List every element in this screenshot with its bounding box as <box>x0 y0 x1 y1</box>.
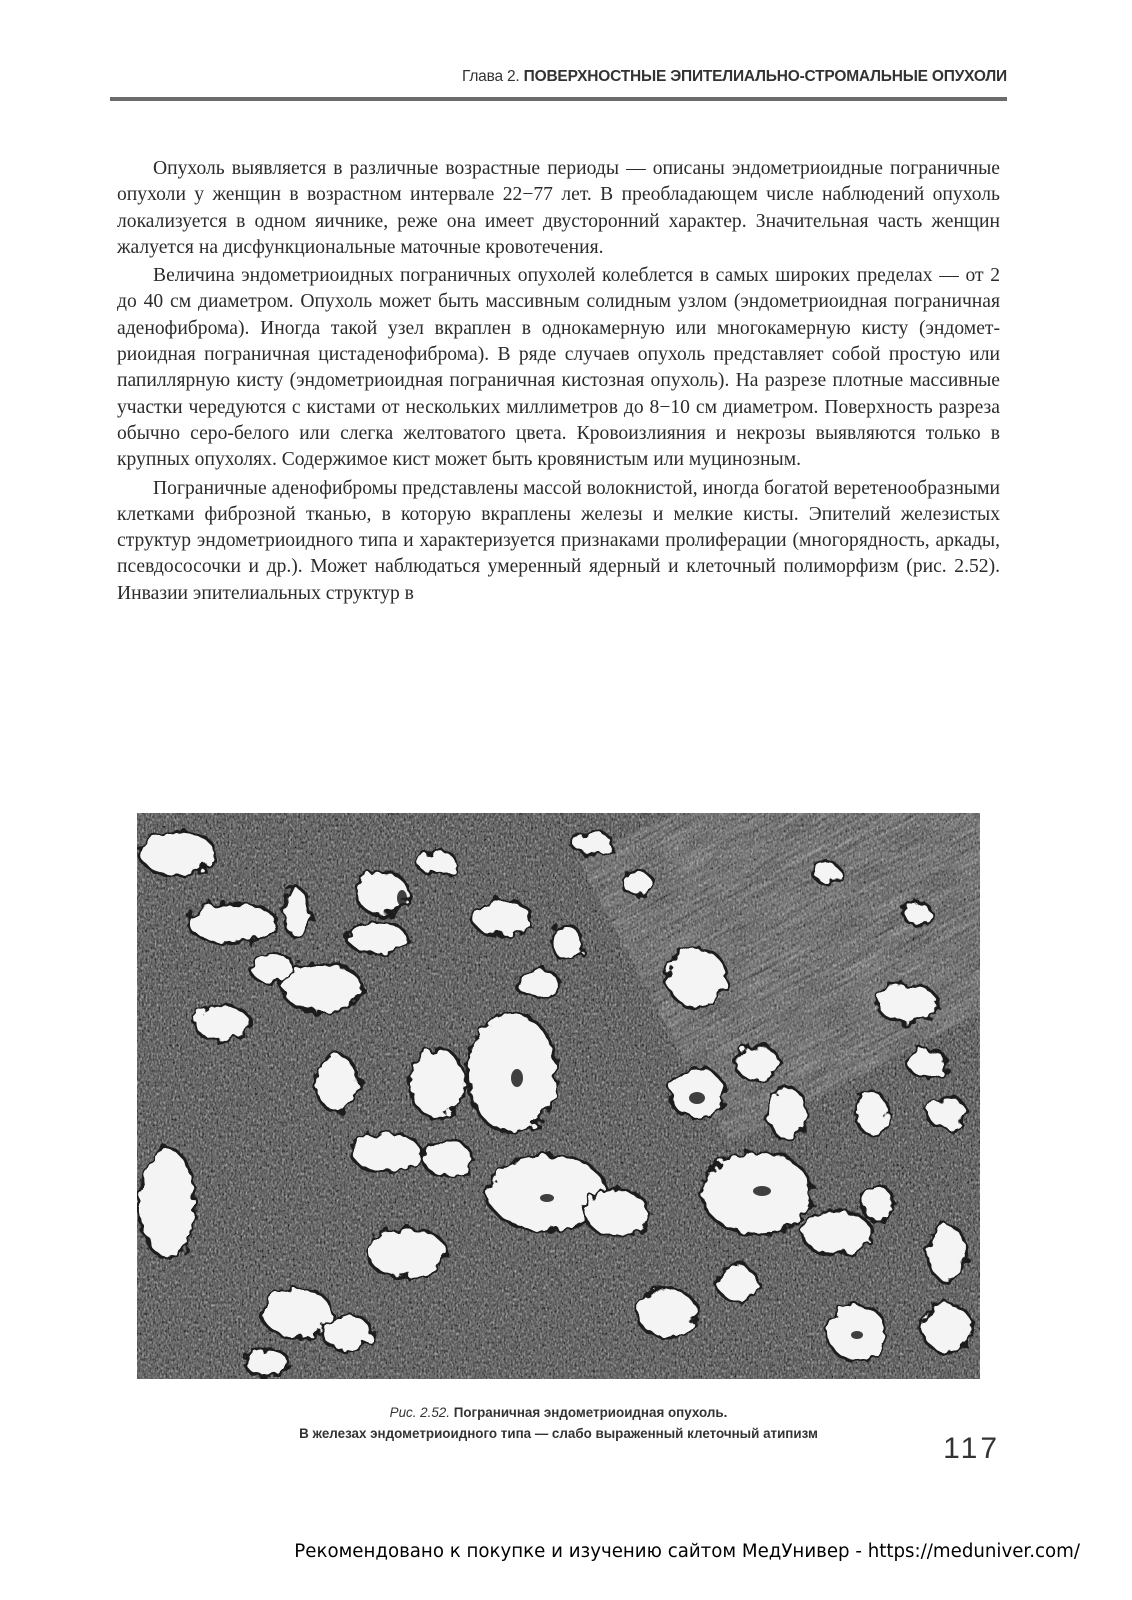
paragraph-3: Пограничные аденофибромы представлены массой волокнистой, иногда богатой веретенообразными клетками фиброзной тканью, в которую вкраплены железы и мелкие кисты. Эпителий железистых структур эндометриоидного типа и характеризуется признаками пролиферации (многорядность, аркады, псевдососочки и др.). Может наблюдаться умеренный ядерный и клеточный полиморфизм (рис. 2.52). Инвазии эпителиальных структур в <box>117 477 1000 604</box>
footer-recommendation: Рекомендовано к покупке и изучению сайтом МедУнивер - https://meduniver.com/ <box>294 1541 1080 1562</box>
page-number: 117 <box>943 1432 1000 1465</box>
caption-line-1 <box>117 1402 1000 1423</box>
micrograph-image <box>137 813 980 1379</box>
caption-line-2: В железах эндометриоидного типа — слабо выраженный клеточный атипизм <box>299 1426 818 1441</box>
body-text <box>117 156 1000 609</box>
figure-title: Пограничная эндометриоидная опухоль. <box>453 1405 728 1420</box>
figure-label: Рис. 2.52. <box>389 1405 450 1420</box>
figure-caption <box>117 1402 1000 1444</box>
histology-micrograph <box>137 813 980 1379</box>
paragraph-2: Величина эндометриоидных пограничных опухолей колеблется в самых широких пределах — от 2 до 40 см диаметром. Опухоль может быть массивным солидным узлом (эндометриоидная пограничная аденофиброма). Иногда такой узел вкраплен в однокамерную или многокамерную кисту (эндометриоидная пограничная цистаденофиброма). В ряде случаев опухоль представляет собой простую или папиллярную кисту (эндометриоидная пограничная кистозная опухоль). На разрезе плотные массивные участки чередуются с кистами от нескольких миллиметров до 8−10 см диаметром. Поверхность разреза обычно серо-белого или слегка желтоватого цвета. Кровоизлияния и некрозы выявляются только в крупных опухолях. Содержимое кист может быть кровянистым или муцинозным. <box>117 265 1000 471</box>
chapter-title: ПОВЕРХНОСТНЫЕ ЭПИТЕЛИАЛЬНО-СТРОМАЛЬНЫЕ ОПУХОЛИ <box>523 68 1007 85</box>
chapter-prefix: Глава 2. <box>462 68 520 85</box>
running-head <box>110 68 1007 86</box>
paragraph-1: Опухоль выявляется в различные возрастные периоды — описаны эндометриоидные пограничные опухоли у женщин в возрастном интервале 22−77 лет. В преобладающем числе наблюдений опухоль локализуется в одном яичнике, реже она имеет двусторонний характер. Значительная часть женщин жалуется на дисфункциональные маточные кровотечения. <box>117 158 1000 258</box>
header-rule <box>110 97 1007 101</box>
